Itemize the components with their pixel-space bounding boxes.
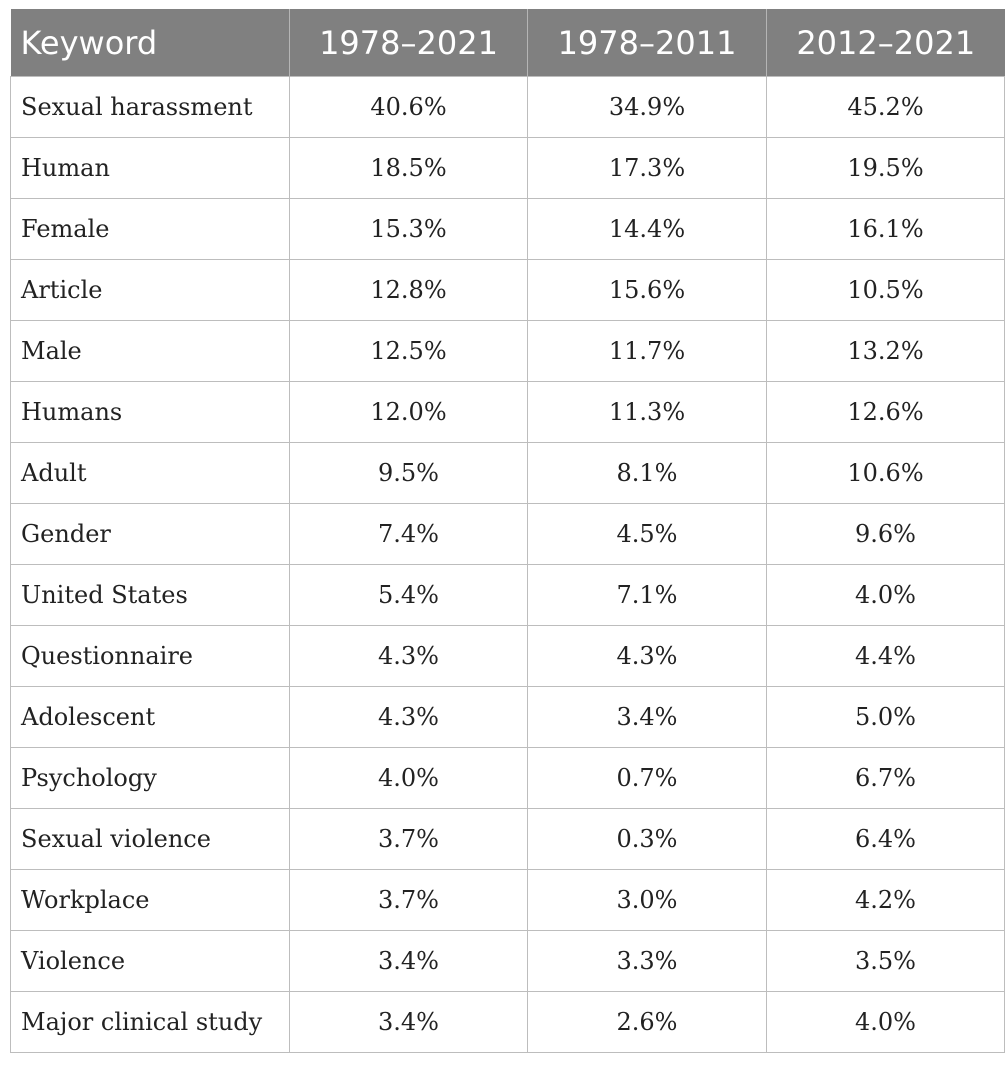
value-1978-2011-cell: 15.6% <box>528 260 767 321</box>
value-1978-2021-cell: 18.5% <box>290 138 528 199</box>
value-2012-2021-cell: 45.2% <box>767 77 1005 138</box>
value-2012-2021-cell: 6.4% <box>767 809 1005 870</box>
table-row <box>11 870 1005 931</box>
value-1978-2011-cell: 3.3% <box>528 931 767 992</box>
keyword-cell: Gender <box>11 504 290 565</box>
value-1978-2011-cell: 3.4% <box>528 687 767 748</box>
value-2012-2021-cell: 3.5% <box>767 931 1005 992</box>
value-1978-2021-cell: 3.4% <box>290 992 528 1053</box>
keyword-cell: Questionnaire <box>11 626 290 687</box>
value-1978-2021-cell: 7.4% <box>290 504 528 565</box>
keyword-cell: Male <box>11 321 290 382</box>
table-row <box>11 687 1005 748</box>
header-period-1978-2021: 1978–2021 <box>290 9 528 77</box>
table-row <box>11 260 1005 321</box>
keyword-cell: Sexual violence <box>11 809 290 870</box>
value-2012-2021-cell: 4.0% <box>767 565 1005 626</box>
table-header <box>11 9 1005 77</box>
value-2012-2021-cell: 10.5% <box>767 260 1005 321</box>
value-1978-2011-cell: 11.7% <box>528 321 767 382</box>
value-1978-2011-cell: 17.3% <box>528 138 767 199</box>
keyword-cell: Adolescent <box>11 687 290 748</box>
value-1978-2011-cell: 0.3% <box>528 809 767 870</box>
value-1978-2021-cell: 15.3% <box>290 199 528 260</box>
value-2012-2021-cell: 9.6% <box>767 504 1005 565</box>
value-1978-2021-cell: 40.6% <box>290 77 528 138</box>
table-row <box>11 809 1005 870</box>
table-row <box>11 565 1005 626</box>
keyword-cell: Psychology <box>11 748 290 809</box>
keyword-cell: Sexual harassment <box>11 77 290 138</box>
value-1978-2021-cell: 12.0% <box>290 382 528 443</box>
header-keyword: Keyword <box>11 9 290 77</box>
value-2012-2021-cell: 4.4% <box>767 626 1005 687</box>
value-1978-2011-cell: 14.4% <box>528 199 767 260</box>
keyword-cell: Violence <box>11 931 290 992</box>
value-2012-2021-cell: 5.0% <box>767 687 1005 748</box>
value-2012-2021-cell: 16.1% <box>767 199 1005 260</box>
keyword-cell: Adult <box>11 443 290 504</box>
value-2012-2021-cell: 6.7% <box>767 748 1005 809</box>
table-row <box>11 77 1005 138</box>
table-row <box>11 748 1005 809</box>
value-2012-2021-cell: 4.0% <box>767 992 1005 1053</box>
value-1978-2021-cell: 12.8% <box>290 260 528 321</box>
value-2012-2021-cell: 12.6% <box>767 382 1005 443</box>
header-row <box>11 9 1005 77</box>
value-1978-2011-cell: 0.7% <box>528 748 767 809</box>
value-1978-2011-cell: 7.1% <box>528 565 767 626</box>
value-1978-2021-cell: 3.7% <box>290 809 528 870</box>
value-1978-2021-cell: 5.4% <box>290 565 528 626</box>
header-period-1978-2011: 1978–2011 <box>528 9 767 77</box>
value-1978-2011-cell: 8.1% <box>528 443 767 504</box>
keyword-cell: United States <box>11 565 290 626</box>
value-1978-2021-cell: 12.5% <box>290 321 528 382</box>
value-1978-2021-cell: 3.4% <box>290 931 528 992</box>
value-1978-2011-cell: 3.0% <box>528 870 767 931</box>
keyword-cell: Female <box>11 199 290 260</box>
table-row <box>11 382 1005 443</box>
table-row <box>11 443 1005 504</box>
table-row <box>11 931 1005 992</box>
table-row <box>11 504 1005 565</box>
value-1978-2021-cell: 9.5% <box>290 443 528 504</box>
keyword-cell: Humans <box>11 382 290 443</box>
value-1978-2011-cell: 4.3% <box>528 626 767 687</box>
value-1978-2011-cell: 34.9% <box>528 77 767 138</box>
value-2012-2021-cell: 10.6% <box>767 443 1005 504</box>
value-1978-2021-cell: 4.3% <box>290 626 528 687</box>
keyword-frequency-table <box>10 9 1005 1053</box>
value-2012-2021-cell: 19.5% <box>767 138 1005 199</box>
value-1978-2021-cell: 3.7% <box>290 870 528 931</box>
value-1978-2021-cell: 4.0% <box>290 748 528 809</box>
table-row <box>11 321 1005 382</box>
keyword-cell: Major clinical study <box>11 992 290 1053</box>
table-body <box>11 77 1005 1053</box>
value-2012-2021-cell: 13.2% <box>767 321 1005 382</box>
keyword-cell: Human <box>11 138 290 199</box>
value-1978-2011-cell: 11.3% <box>528 382 767 443</box>
value-1978-2011-cell: 2.6% <box>528 992 767 1053</box>
header-period-2012-2021: 2012–2021 <box>767 9 1005 77</box>
keyword-cell: Workplace <box>11 870 290 931</box>
table-row <box>11 626 1005 687</box>
keyword-cell: Article <box>11 260 290 321</box>
table-row <box>11 199 1005 260</box>
table-row <box>11 992 1005 1053</box>
value-1978-2011-cell: 4.5% <box>528 504 767 565</box>
value-2012-2021-cell: 4.2% <box>767 870 1005 931</box>
table-row <box>11 138 1005 199</box>
value-1978-2021-cell: 4.3% <box>290 687 528 748</box>
